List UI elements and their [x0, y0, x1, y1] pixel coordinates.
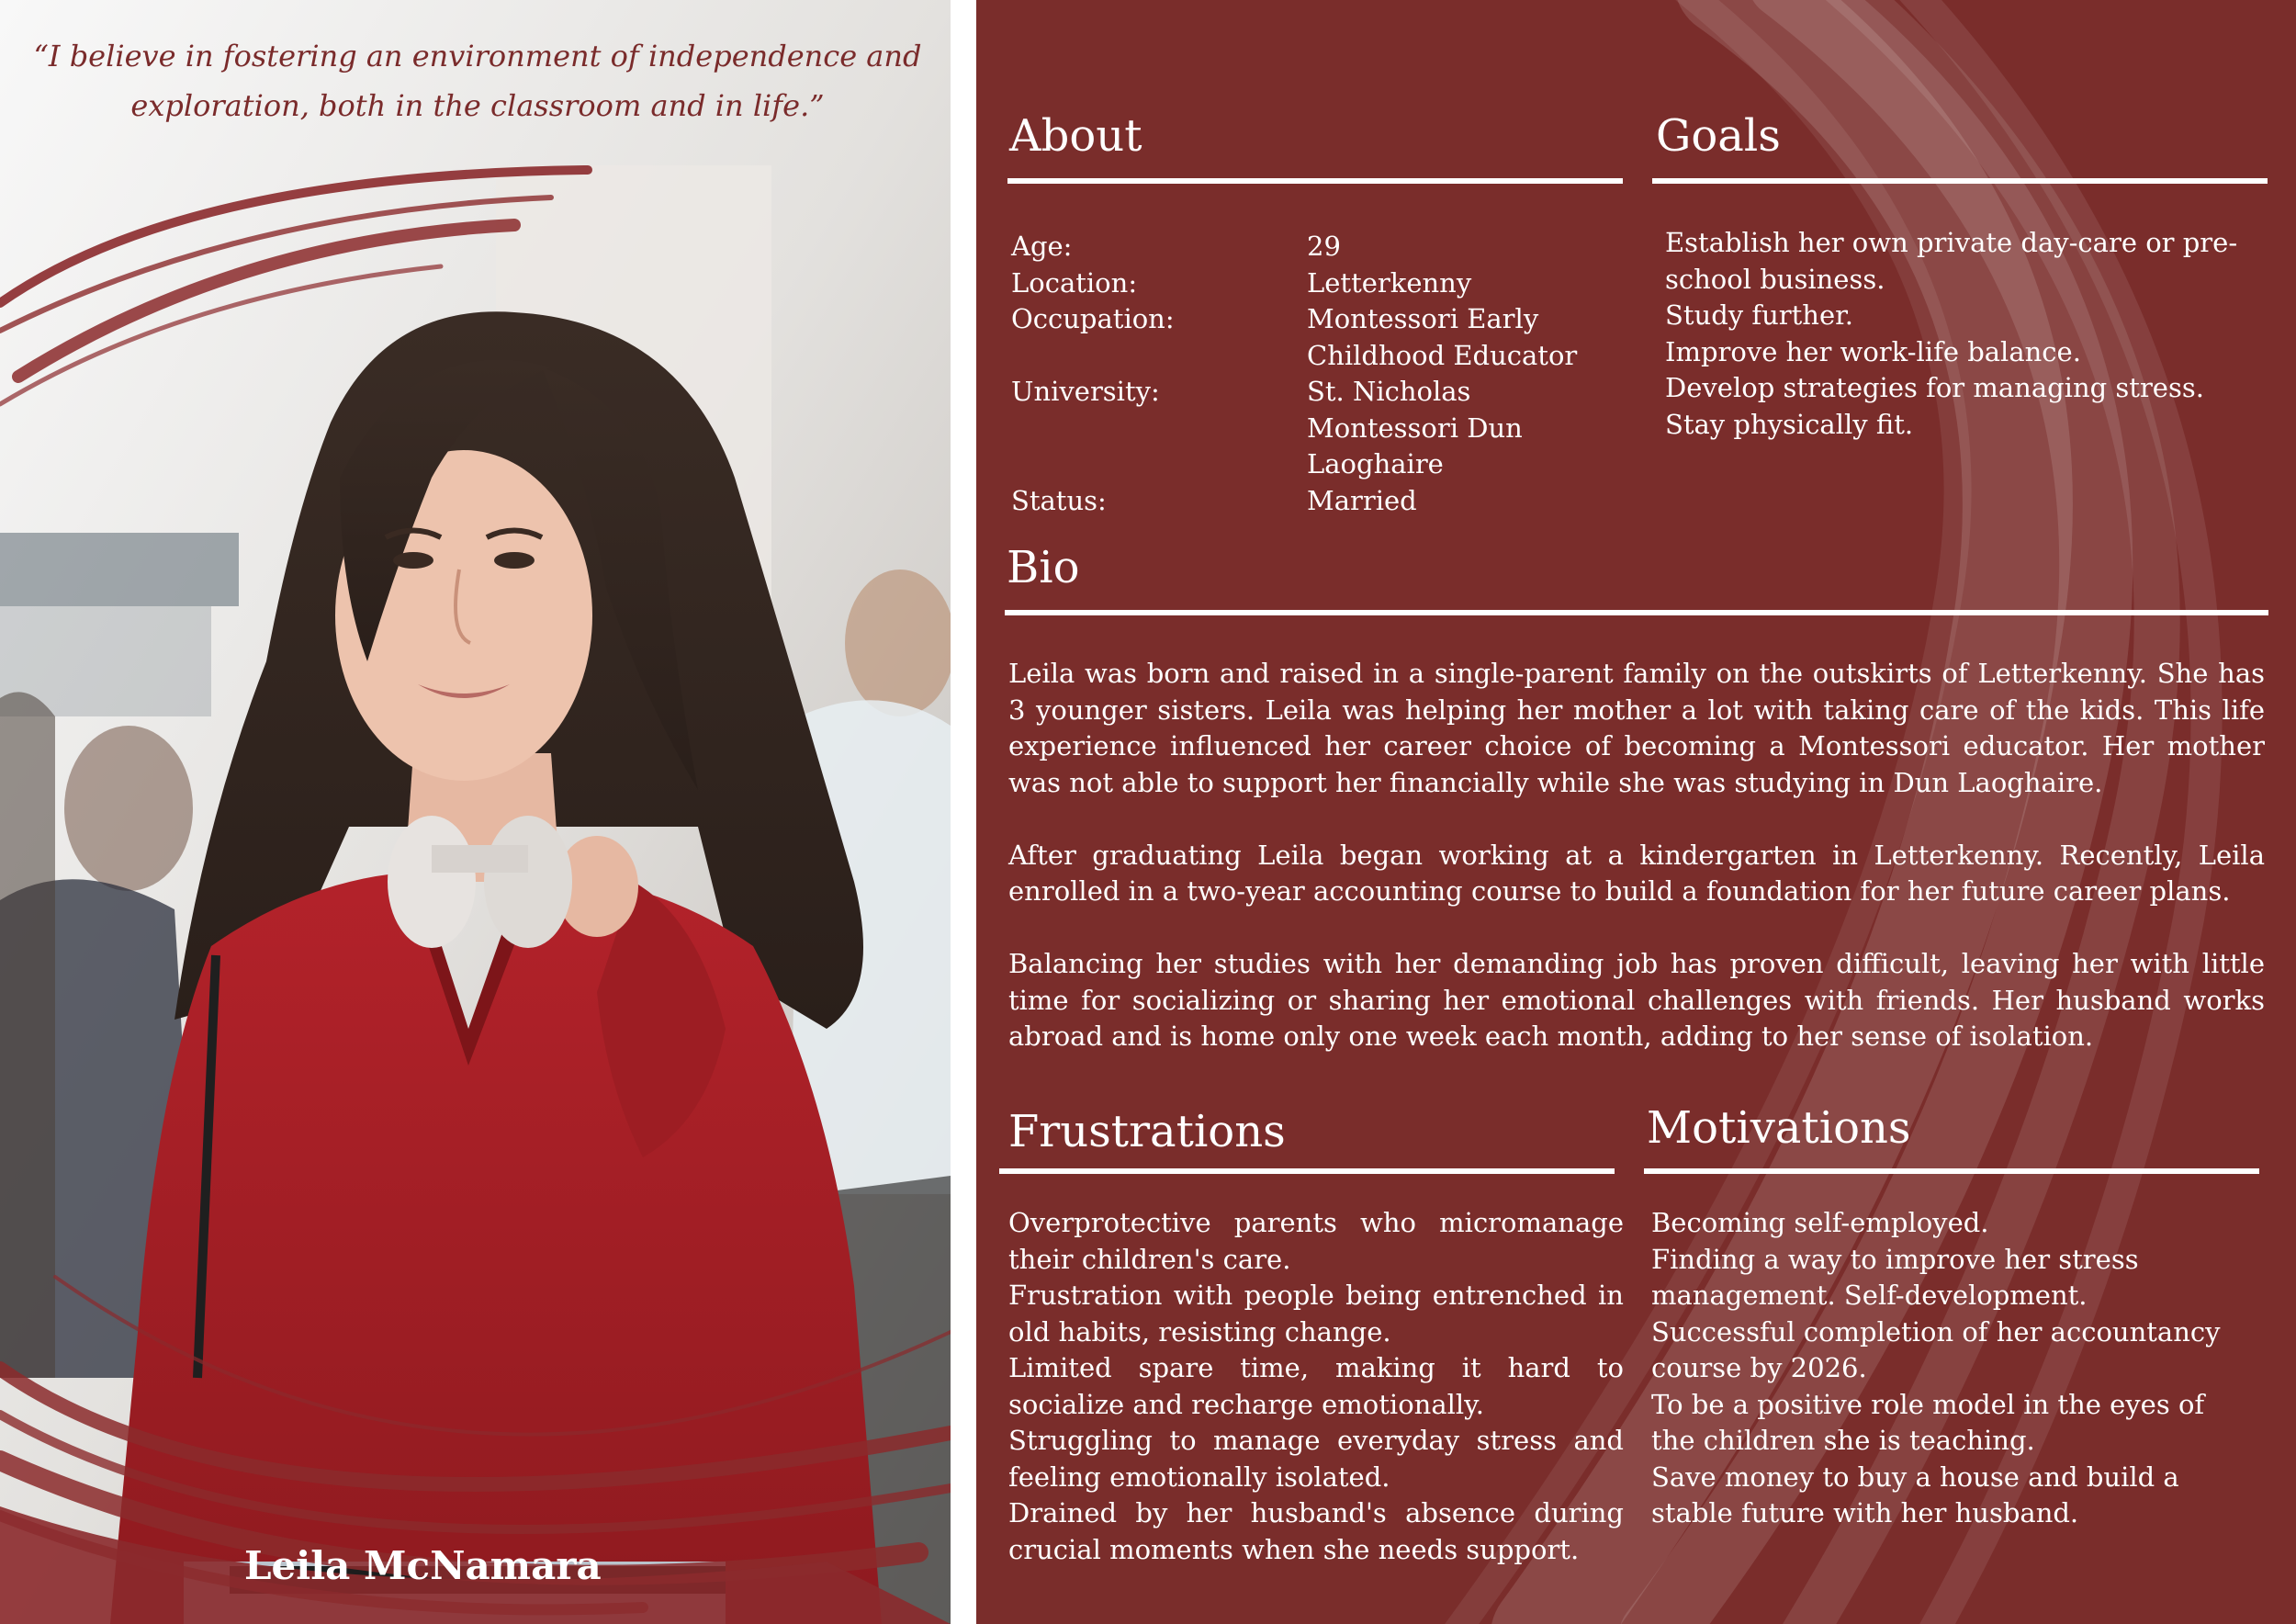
about-row-status [1011, 483, 1636, 520]
about-row-location [1011, 265, 1636, 302]
about-row-age [1011, 229, 1636, 265]
bio-paragraph: Balancing her studies with her demanding job has proven difficult, leaving her with little time for socializing or sharing her emotional challenges with friends. Her husband works abroad and is home only one week each month, adding to her sense of isolation. [1008, 948, 2265, 1052]
university-value: St. Nicholas Montessori Dun Laoghaire [1307, 376, 1523, 479]
persona-photo-panel [0, 0, 951, 1624]
persona-photo [0, 0, 951, 1624]
frustration-item: Drained by her husband's absence during crucial moments when she needs support. [1008, 1497, 1624, 1565]
about-row-university [1011, 374, 1636, 483]
frustrations-heading: Frustrations [1008, 1106, 1286, 1157]
persona-name: Leila McNamara [244, 1543, 602, 1588]
motivations-list [1651, 1205, 2239, 1532]
frustration-item: Frustration with people being entrenched in old habits, resisting change. [1008, 1280, 1624, 1348]
university-label: University: [1011, 376, 1160, 407]
goal-item: Study further. [1665, 299, 1854, 331]
age-label: Age: [1011, 231, 1073, 262]
frustration-item: Overprotective parents who micromanage their children's care. [1008, 1207, 1624, 1275]
goals-heading: Goals [1656, 110, 1781, 162]
frustration-item: Struggling to manage everyday stress and feeling emotionally isolated. [1008, 1425, 1624, 1493]
goals-list [1665, 225, 2253, 443]
frustration-item: Limited spare time, making it hard to socialize and recharge emotionally. [1008, 1352, 1624, 1420]
bio-text [1008, 656, 2265, 1055]
motivation-item: To be a positive role model in the eyes of the children she is teaching. [1651, 1388, 2205, 1456]
frustrations-list [1008, 1205, 1624, 1568]
location-label: Location: [1011, 266, 1138, 299]
location-value: Letterkenny [1307, 266, 1472, 299]
about-heading: About [1009, 110, 1142, 162]
persona-quote: “I believe in fostering an environment of independence and exploration, both in the classroom and in life.” [33, 39, 922, 123]
motivation-item: Successful completion of her accountancy course by 2026. [1651, 1315, 2221, 1383]
occupation-label: Occupation: [1011, 303, 1175, 334]
bio-heading: Bio [1007, 542, 1080, 593]
status-value: Married [1307, 484, 1417, 516]
about-rule [1007, 178, 1623, 184]
goal-item: Establish her own private day-care or pre-school business. [1665, 227, 2238, 295]
goals-rule [1652, 178, 2268, 184]
motivation-item: Save money to buy a house and build a stable future with her husband. [1651, 1460, 2179, 1528]
bio-paragraph: Leila was born and raised in a single-parent family on the outskirts of Letterkenny. She has 3 younger sisters. Leila was helping her mother a lot with taking care of the kids. This life experience influenced her career choice of becoming a Montessori educator. Her mother was not able to support her financially while she was studying in Dun Laoghaire. [1008, 658, 2265, 798]
motivations-heading: Motivations [1647, 1102, 1911, 1154]
goal-item: Stay physically fit. [1665, 408, 1914, 440]
bio-paragraph: After graduating Leila began working at a kindergarten in Letterkenny. Recently, Leila enrolled in a two-year accounting course to build a foundation for her future career plans. [1008, 839, 2265, 907]
goal-item: Develop strategies for managing stress. [1665, 372, 2204, 403]
bio-rule [1005, 610, 2268, 615]
persona-details-panel [976, 0, 2296, 1624]
about-row-occupation [1011, 301, 1636, 374]
occupation-value: Montessori Early Childhood Educator [1307, 303, 1578, 371]
age-value: 29 [1307, 231, 1341, 262]
status-label: Status: [1011, 484, 1107, 516]
motivation-item: Finding a way to improve her stress management. Self-development. [1651, 1243, 2139, 1311]
motivations-rule [1644, 1168, 2259, 1174]
frustrations-rule [999, 1168, 1615, 1174]
panel-divider [951, 0, 976, 1624]
goal-item: Improve her work-life balance. [1665, 335, 2081, 367]
about-details [1011, 229, 1636, 519]
motivation-item: Becoming self-employed. [1651, 1207, 1989, 1238]
